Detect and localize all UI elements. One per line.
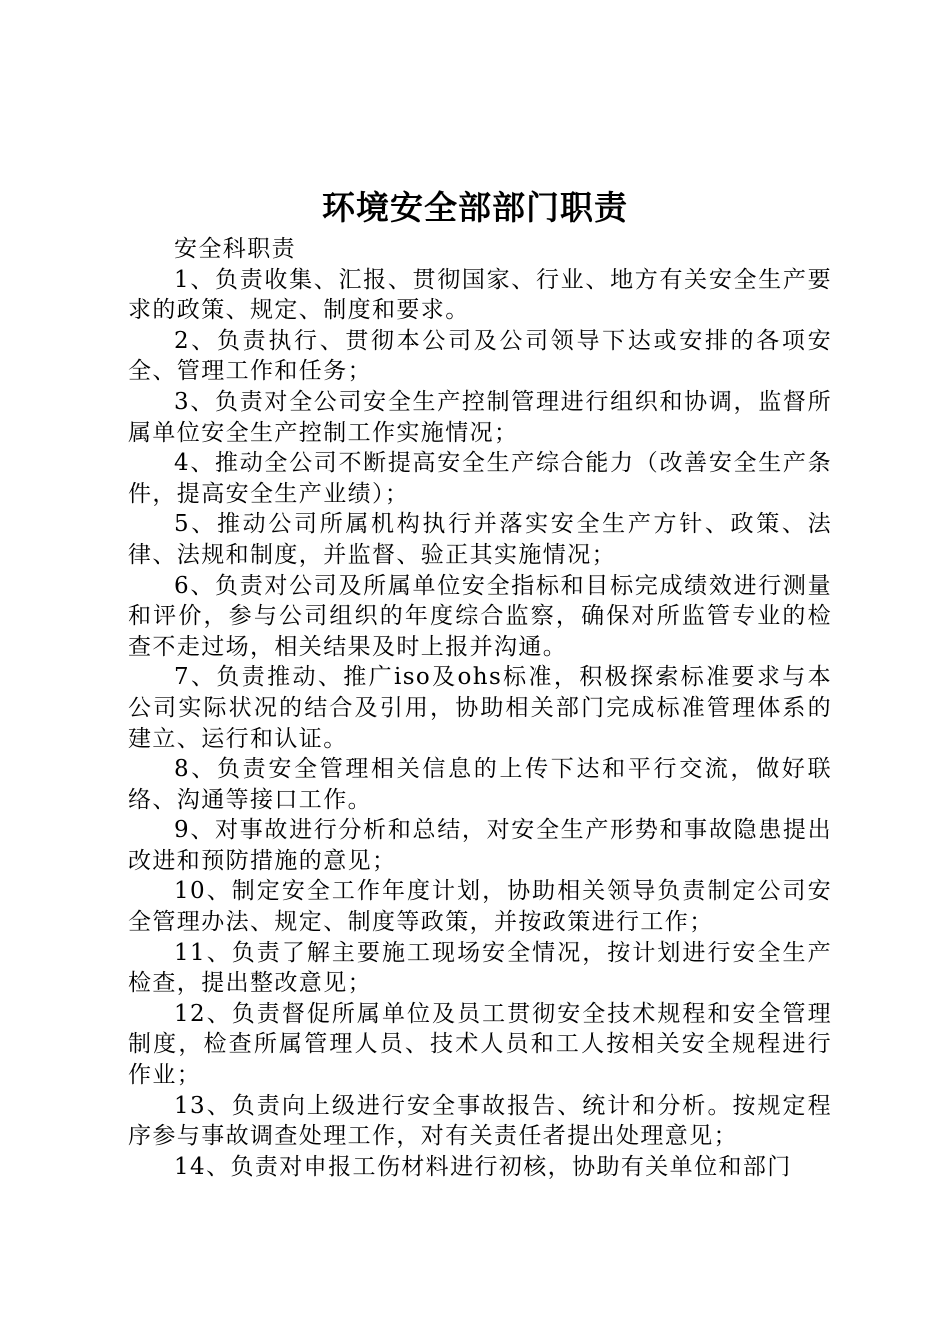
duty-item-13: 13、负责向上级进行安全事故报告、统计和分析。按规定程序参与事故调查处理工作，对有关责任者提出处理意见； xyxy=(128,1092,832,1150)
section-heading: 安全科职责 xyxy=(174,236,296,262)
document-body xyxy=(128,234,832,1182)
duty-item-2: 2、负责执行、贯彻本公司及公司领导下达或安排的各项安全、管理工作和任务； xyxy=(128,327,832,385)
duty-item-8: 8、负责安全管理相关信息的上传下达和平行交流，做好联络、沟通等接口工作。 xyxy=(128,756,832,813)
duty-item-12: 12、负责督促所属单位及员工贯彻安全技术规程和安全管理制度，检查所属管理人员、技术人员和工人按相关安全规程进行作业； xyxy=(128,1000,832,1089)
duty-item-9: 9、对事故进行分析和总结，对安全生产形势和事故隐患提出改进和预防措施的意见； xyxy=(128,817,832,874)
duty-item-11: 11、负责了解主要施工现场安全情况，按计划进行安全生产检查，提出整改意见； xyxy=(128,939,832,997)
duty-item-4: 4、推动全公司不断提高安全生产综合能力（改善安全生产条件，提高安全生产业绩）； xyxy=(128,450,832,507)
duty-item-1: 1、负责收集、汇报、贯彻国家、行业、地方有关安全生产要求的政策、规定、制度和要求。 xyxy=(128,266,832,324)
duty-item-5: 5、推动公司所属机构执行并落实安全生产方针、政策、法律、法规和制度，并监督、验正其实施情况； xyxy=(128,511,832,568)
duty-item-10: 10、制定安全工作年度计划，协助相关领导负责制定公司安全管理办法、规定、制度等政策，并按政策进行工作； xyxy=(128,878,832,936)
duty-item-14: 14、负责对申报工伤材料进行初核，协助有关单位和部门 xyxy=(174,1153,792,1180)
document-title: 环境安全部部门职责 xyxy=(322,188,628,227)
duty-item-7: 7、负责推动、推广iso及ohs标准，积极探索标准要求与本公司实际状况的结合及引用，协助相关部门完成标准管理体系的建立、运行和认证。 xyxy=(128,664,832,752)
duty-item-6: 6、负责对公司及所属单位安全指标和目标完成绩效进行测量和评价，参与公司组织的年度综合监察，确保对所监管专业的检查不走过场，相关结果及时上报并沟通。 xyxy=(128,572,832,660)
duty-item-3: 3、负责对全公司安全生产控制管理进行组织和协调，监督所属单位安全生产控制工作实施情况； xyxy=(128,388,832,446)
